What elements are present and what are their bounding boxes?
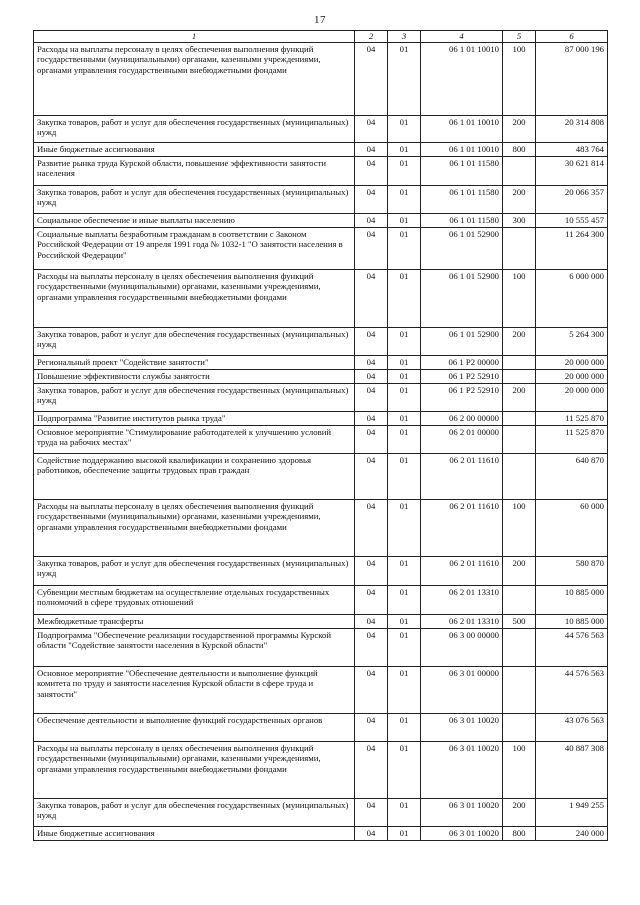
- amount: 43 076 563: [536, 713, 608, 741]
- table-row: [34, 327, 608, 355]
- expense-type-code: [503, 355, 536, 369]
- expense-type-code: 800: [503, 826, 536, 840]
- expense-type-code: 200: [503, 185, 536, 213]
- expense-type-code: 100: [503, 42, 536, 115]
- subsection-code: 01: [388, 115, 421, 142]
- subsection-code: 01: [388, 826, 421, 840]
- table-row: [34, 115, 608, 142]
- amount: 11 525 870: [536, 411, 608, 425]
- item-description: Развитие рынка труда Курской области, повышение эффективности занятости населения: [34, 156, 355, 185]
- table-row: [34, 628, 608, 666]
- section-code: 04: [355, 499, 388, 556]
- table-row: [34, 156, 608, 185]
- subsection-code: 01: [388, 185, 421, 213]
- table-row: [34, 453, 608, 499]
- item-description: Расходы на выплаты персоналу в целях обеспечения выполнения функций государственными (муниципальными) органами, казенными учреждениями, органами управления государственными внебюджетными фондами: [34, 741, 355, 798]
- target-article-code: 06 2 01 00000: [421, 425, 503, 453]
- expense-type-code: 200: [503, 115, 536, 142]
- table-row: [34, 614, 608, 628]
- item-description: Закупка товаров, работ и услуг для обеспечения государственных (муниципальных) нужд: [34, 798, 355, 826]
- expense-type-code: 100: [503, 269, 536, 327]
- target-article-code: 06 2 01 11610: [421, 499, 503, 556]
- table-row: [34, 556, 608, 585]
- item-description: Расходы на выплаты персоналу в целях обеспечения выполнения функций государственными (муниципальными) органами, казенными учреждениями, органами управления государственными внебюджетными фондами: [34, 42, 355, 115]
- amount: 87 000 196: [536, 42, 608, 115]
- target-article-code: 06 1 01 11580: [421, 156, 503, 185]
- target-article-code: 06 3 01 10020: [421, 713, 503, 741]
- table-row: [34, 713, 608, 741]
- target-article-code: 06 1 01 52900: [421, 269, 503, 327]
- amount: 580 870: [536, 556, 608, 585]
- table-row: [34, 741, 608, 798]
- item-description: Закупка товаров, работ и услуг для обеспечения государственных (муниципальных) нужд: [34, 327, 355, 355]
- amount: 240 000: [536, 826, 608, 840]
- target-article-code: 06 1 01 11580: [421, 185, 503, 213]
- target-article-code: 06 3 01 00000: [421, 666, 503, 713]
- target-article-code: 06 3 01 10020: [421, 741, 503, 798]
- amount: 40 887 308: [536, 741, 608, 798]
- section-code: 04: [355, 327, 388, 355]
- subsection-code: 01: [388, 614, 421, 628]
- subsection-code: 01: [388, 666, 421, 713]
- amount: 640 870: [536, 453, 608, 499]
- item-description: Обеспечение деятельности и выполнение функций государственных органов: [34, 713, 355, 741]
- amount: 20 000 000: [536, 355, 608, 369]
- item-description: Закупка товаров, работ и услуг для обеспечения государственных (муниципальных) нужд: [34, 115, 355, 142]
- section-code: 04: [355, 185, 388, 213]
- column-header: 5: [503, 31, 536, 43]
- section-code: 04: [355, 741, 388, 798]
- item-description: Основное мероприятие "Обеспечение деятельности и выполнение функций комитета по труду и занятости населения Курской области в сфере труда и занятости": [34, 666, 355, 713]
- target-article-code: 06 2 01 11610: [421, 453, 503, 499]
- section-code: 04: [355, 42, 388, 115]
- expense-type-code: [503, 369, 536, 383]
- target-article-code: 06 1 01 11580: [421, 213, 503, 227]
- amount: 20 066 357: [536, 185, 608, 213]
- expense-type-code: [503, 585, 536, 614]
- item-description: Социальное обеспечение и иные выплаты населению: [34, 213, 355, 227]
- target-article-code: 06 1 P2 52910: [421, 383, 503, 411]
- amount: 483 764: [536, 142, 608, 156]
- item-description: Закупка товаров, работ и услуг для обеспечения государственных (муниципальных) нужд: [34, 185, 355, 213]
- table-row: [34, 213, 608, 227]
- expense-type-code: 300: [503, 213, 536, 227]
- item-description: Повышение эффективности службы занятости: [34, 369, 355, 383]
- table-row: [34, 499, 608, 556]
- item-description: Социальные выплаты безработным гражданам в соответствии с Законом Российской Федерации от 19 апреля 1991 года № 1032-1 "О занятости населения в Российской Федерации": [34, 227, 355, 269]
- target-article-code: 06 1 01 10010: [421, 142, 503, 156]
- section-code: 04: [355, 713, 388, 741]
- target-article-code: 06 1 01 52900: [421, 327, 503, 355]
- table-row: [34, 42, 608, 115]
- table-row: [34, 185, 608, 213]
- column-header: 3: [388, 31, 421, 43]
- target-article-code: 06 2 01 11610: [421, 556, 503, 585]
- amount: 30 621 814: [536, 156, 608, 185]
- subsection-code: 01: [388, 355, 421, 369]
- section-code: 04: [355, 411, 388, 425]
- expense-type-code: [503, 425, 536, 453]
- amount: 11 525 870: [536, 425, 608, 453]
- table-body: [34, 42, 608, 840]
- section-code: 04: [355, 453, 388, 499]
- subsection-code: 01: [388, 411, 421, 425]
- table-row: [34, 826, 608, 840]
- expense-type-code: 200: [503, 798, 536, 826]
- amount: 44 576 563: [536, 628, 608, 666]
- subsection-code: 01: [388, 269, 421, 327]
- expense-type-code: 500: [503, 614, 536, 628]
- target-article-code: 06 1 01 52900: [421, 227, 503, 269]
- item-description: Межбюджетные трансферты: [34, 614, 355, 628]
- item-description: Иные бюджетные ассигнования: [34, 142, 355, 156]
- expense-type-code: [503, 156, 536, 185]
- table-row: [34, 355, 608, 369]
- subsection-code: 01: [388, 227, 421, 269]
- target-article-code: 06 1 P2 52910: [421, 369, 503, 383]
- item-description: Субвенции местным бюджетам на осуществление отдельных государственных полномочий в сфере трудовых отношений: [34, 585, 355, 614]
- expense-type-code: [503, 227, 536, 269]
- table-row: [34, 798, 608, 826]
- expense-type-code: [503, 411, 536, 425]
- column-header: 1: [34, 31, 355, 43]
- target-article-code: 06 1 01 10010: [421, 115, 503, 142]
- section-code: 04: [355, 227, 388, 269]
- amount: 6 000 000: [536, 269, 608, 327]
- section-code: 04: [355, 556, 388, 585]
- section-code: 04: [355, 355, 388, 369]
- table-row: [34, 369, 608, 383]
- section-code: 04: [355, 425, 388, 453]
- table-row: [34, 666, 608, 713]
- subsection-code: 01: [388, 713, 421, 741]
- subsection-code: 01: [388, 798, 421, 826]
- table-row: [34, 425, 608, 453]
- target-article-code: 06 2 00 00000: [421, 411, 503, 425]
- subsection-code: 01: [388, 556, 421, 585]
- target-article-code: 06 3 01 10020: [421, 798, 503, 826]
- subsection-code: 01: [388, 628, 421, 666]
- table-row: [34, 227, 608, 269]
- amount: 44 576 563: [536, 666, 608, 713]
- target-article-code: 06 3 01 10020: [421, 826, 503, 840]
- item-description: Закупка товаров, работ и услуг для обеспечения государственных (муниципальных) нужд: [34, 556, 355, 585]
- column-header: 2: [355, 31, 388, 43]
- subsection-code: 01: [388, 499, 421, 556]
- target-article-code: 06 2 01 13310: [421, 614, 503, 628]
- section-code: 04: [355, 585, 388, 614]
- amount: 20 000 000: [536, 383, 608, 411]
- item-description: Подпрограмма "Обеспечение реализации государственной программы Курской области "Содействие занятости населения в Курской области": [34, 628, 355, 666]
- section-code: 04: [355, 115, 388, 142]
- table-row: [34, 269, 608, 327]
- section-code: 04: [355, 798, 388, 826]
- subsection-code: 01: [388, 383, 421, 411]
- subsection-code: 01: [388, 142, 421, 156]
- column-header: 4: [421, 31, 503, 43]
- section-code: 04: [355, 826, 388, 840]
- target-article-code: 06 2 01 13310: [421, 585, 503, 614]
- expense-type-code: 100: [503, 499, 536, 556]
- table-row: [34, 411, 608, 425]
- section-code: 04: [355, 142, 388, 156]
- expense-type-code: 200: [503, 556, 536, 585]
- subsection-code: 01: [388, 425, 421, 453]
- amount: 20 000 000: [536, 369, 608, 383]
- expense-type-code: [503, 453, 536, 499]
- expense-type-code: 200: [503, 327, 536, 355]
- subsection-code: 01: [388, 741, 421, 798]
- item-description: Закупка товаров, работ и услуг для обеспечения государственных (муниципальных) нужд: [34, 383, 355, 411]
- page-number: 17: [314, 14, 326, 26]
- expense-type-code: [503, 628, 536, 666]
- section-code: 04: [355, 383, 388, 411]
- expense-type-code: 200: [503, 383, 536, 411]
- item-description: Расходы на выплаты персоналу в целях обеспечения выполнения функций государственными (муниципальными) органами, казенными учреждениями, органами управления государственными внебюджетными фондами: [34, 269, 355, 327]
- amount: 20 314 808: [536, 115, 608, 142]
- target-article-code: 06 1 P2 00000: [421, 355, 503, 369]
- budget-table: [33, 30, 608, 841]
- item-description: Подпрограмма "Развитие институтов рынка труда": [34, 411, 355, 425]
- section-code: 04: [355, 213, 388, 227]
- subsection-code: 01: [388, 42, 421, 115]
- table-row: [34, 585, 608, 614]
- target-article-code: 06 3 00 00000: [421, 628, 503, 666]
- section-code: 04: [355, 269, 388, 327]
- amount: 10 885 000: [536, 585, 608, 614]
- target-article-code: 06 1 01 10010: [421, 42, 503, 115]
- expense-type-code: [503, 713, 536, 741]
- table-header-row: [34, 31, 608, 43]
- expense-type-code: 800: [503, 142, 536, 156]
- amount: 10 555 457: [536, 213, 608, 227]
- subsection-code: 01: [388, 453, 421, 499]
- amount: 60 000: [536, 499, 608, 556]
- table-row: [34, 142, 608, 156]
- amount: 11 264 300: [536, 227, 608, 269]
- amount: 10 885 000: [536, 614, 608, 628]
- expense-type-code: 100: [503, 741, 536, 798]
- section-code: 04: [355, 628, 388, 666]
- item-description: Иные бюджетные ассигнования: [34, 826, 355, 840]
- section-code: 04: [355, 666, 388, 713]
- item-description: Расходы на выплаты персоналу в целях обеспечения выполнения функций государственными (муниципальными) органами, казенными учреждениями, органами управления государственными внебюджетными фондами: [34, 499, 355, 556]
- item-description: Региональный проект "Содействие занятости": [34, 355, 355, 369]
- amount: 5 264 300: [536, 327, 608, 355]
- table-row: [34, 383, 608, 411]
- amount: 1 949 255: [536, 798, 608, 826]
- subsection-code: 01: [388, 213, 421, 227]
- section-code: 04: [355, 156, 388, 185]
- item-description: Содействие поддержанию высокой квалификации и сохранению здоровья работников, обеспечение защиты трудовых прав граждан: [34, 453, 355, 499]
- item-description: Основное мероприятие "Стимулирование работодателей к улучшению условий труда на рабочих местах": [34, 425, 355, 453]
- subsection-code: 01: [388, 327, 421, 355]
- column-header: 6: [536, 31, 608, 43]
- subsection-code: 01: [388, 585, 421, 614]
- expense-type-code: [503, 666, 536, 713]
- section-code: 04: [355, 369, 388, 383]
- subsection-code: 01: [388, 369, 421, 383]
- subsection-code: 01: [388, 156, 421, 185]
- section-code: 04: [355, 614, 388, 628]
